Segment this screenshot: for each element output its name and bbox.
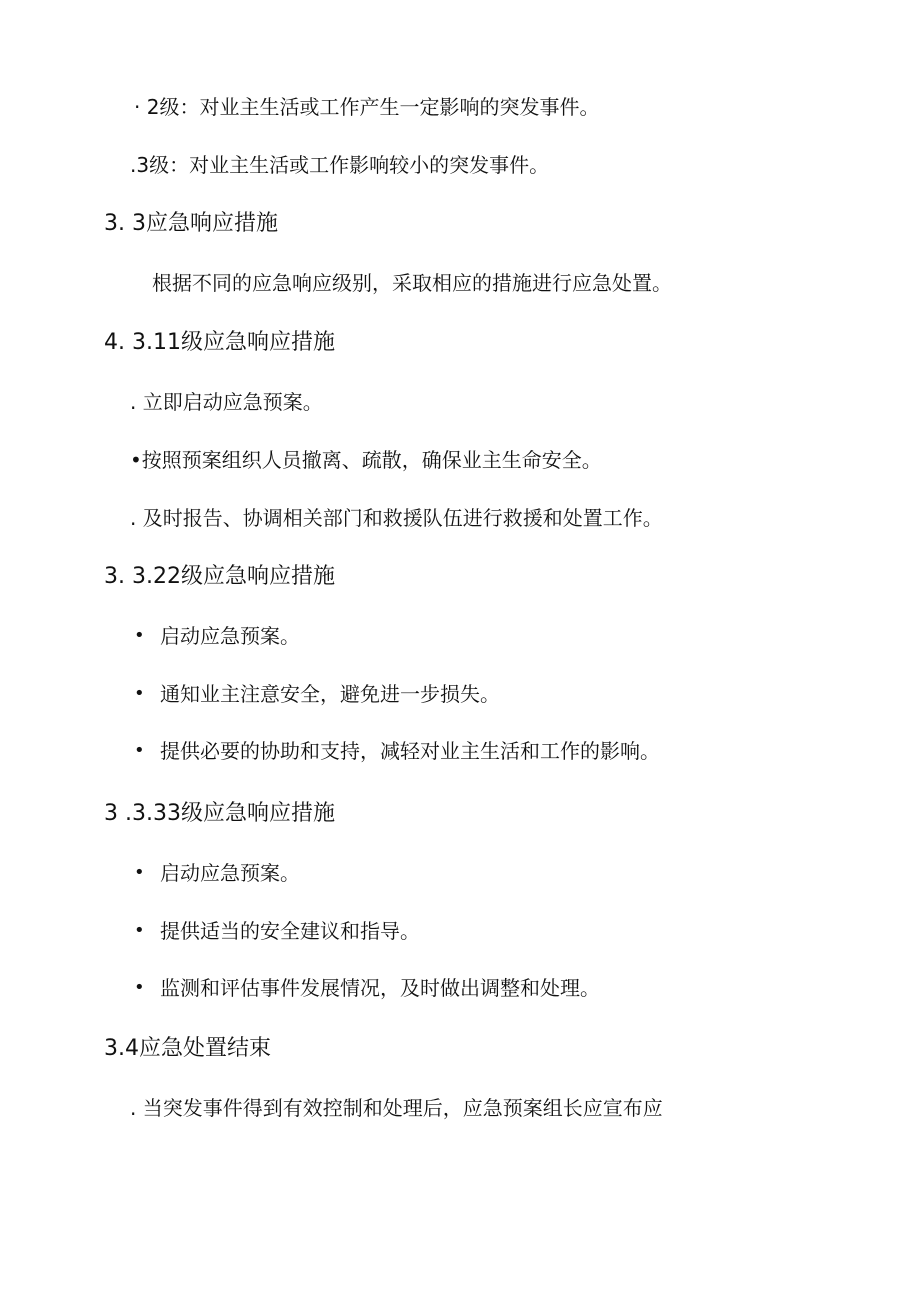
bullet-marker: • (134, 920, 145, 941)
text-line: . 当突发事件得到有效控制和处理后，应急预案组长应宣布应 (130, 1096, 663, 1120)
bullet-marker: • (134, 683, 145, 704)
bullet-marker: • (134, 977, 145, 998)
section-heading: 3 .3.33级应急响应措施 (104, 801, 335, 826)
bullet-marker: • (134, 740, 145, 761)
section-heading: 3. 3.22级应急响应措施 (104, 564, 335, 589)
text-line: .3级：对业主生活或工作影响较小的突发事件。 (130, 153, 550, 177)
bullet-marker: • (134, 625, 145, 646)
section-heading: 3. 3应急响应措施 (104, 211, 278, 236)
text-line: . 立即启动应急预案。 (130, 390, 323, 414)
section-heading: 3.4应急处置结束 (104, 1036, 271, 1061)
text-line: · 2级：对业主生活或工作产生一定影响的突发事件。 (134, 95, 600, 119)
list-item: 提供必要的协助和支持，减轻对业主生活和工作的影响。 (160, 739, 660, 763)
text-line: •按照预案组织人员撤离、疏散，确保业主生命安全。 (130, 448, 602, 472)
list-item: 提供适当的安全建议和指导。 (160, 919, 420, 943)
list-item: 通知业主注意安全，避免进一步损失。 (160, 682, 500, 706)
bullet-marker: • (134, 862, 145, 883)
list-item: 启动应急预案。 (160, 861, 300, 885)
paragraph: 根据不同的应急响应级别，采取相应的措施进行应急处置。 (152, 271, 672, 295)
section-heading: 4. 3.11级应急响应措施 (104, 330, 335, 355)
list-item: 监测和评估事件发展情况，及时做出调整和处理。 (160, 976, 600, 1000)
text-line: . 及时报告、协调相关部门和救援队伍进行救援和处置工作。 (130, 506, 663, 530)
list-item: 启动应急预案。 (160, 624, 300, 648)
